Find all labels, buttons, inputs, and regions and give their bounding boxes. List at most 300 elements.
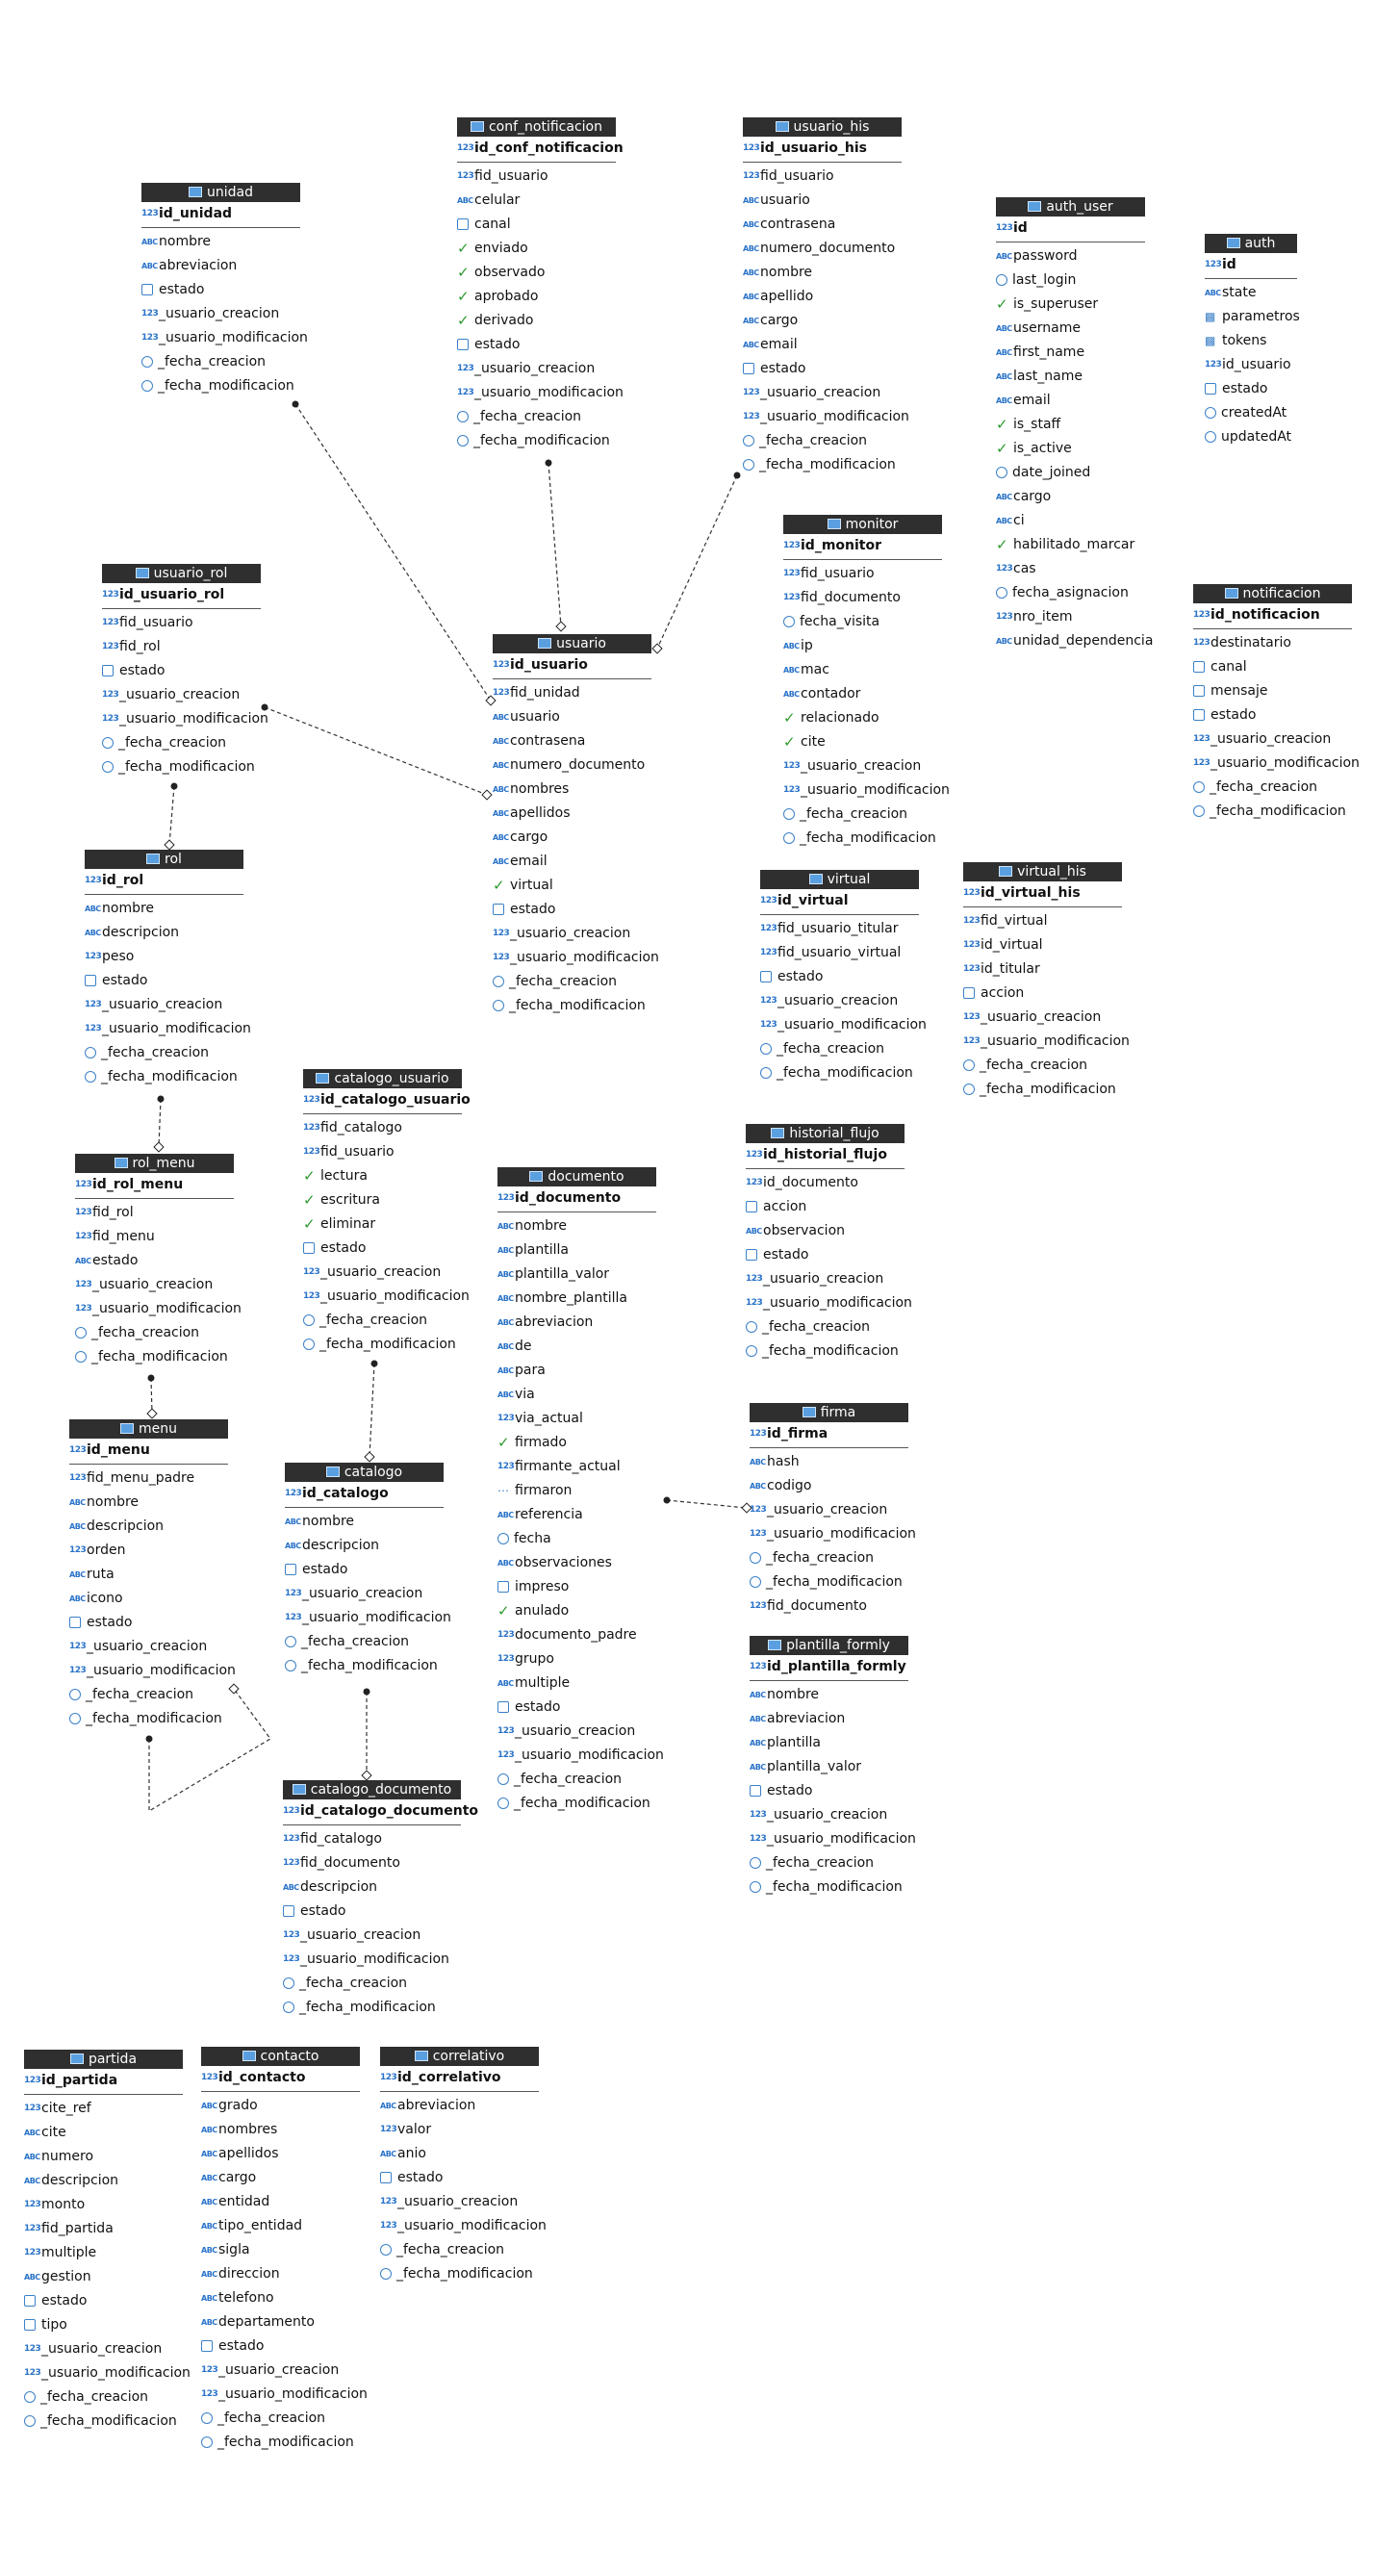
table-column[interactable] — [497, 1262, 656, 1287]
table-column[interactable] — [1193, 679, 1352, 703]
table-column[interactable] — [69, 1683, 228, 1707]
table-column[interactable] — [743, 237, 902, 261]
table-column[interactable] — [75, 1273, 234, 1297]
table-column[interactable] — [1193, 655, 1352, 679]
table-column[interactable] — [493, 681, 651, 705]
table-header[interactable] — [283, 1780, 461, 1799]
table-column[interactable] — [1193, 631, 1352, 655]
primary-key-column[interactable] — [24, 2069, 183, 2093]
table-column[interactable] — [963, 1006, 1122, 1030]
table-monitor[interactable] — [783, 515, 950, 851]
table-column[interactable] — [497, 1214, 656, 1238]
table-column[interactable] — [201, 2142, 360, 2166]
table-column[interactable] — [69, 1707, 228, 1731]
table-column[interactable] — [963, 933, 1122, 957]
table-column[interactable] — [24, 2337, 183, 2361]
table-plantilla-formly[interactable] — [750, 1636, 916, 1900]
table-column[interactable] — [996, 461, 1145, 485]
table-column[interactable] — [24, 2410, 183, 2434]
table-unidad[interactable] — [141, 183, 308, 398]
table-column[interactable] — [743, 333, 902, 357]
table-column[interactable] — [743, 189, 902, 213]
table-column[interactable] — [1193, 776, 1352, 800]
table-column[interactable] — [1205, 305, 1300, 329]
table-column[interactable] — [24, 2145, 183, 2169]
table-column[interactable] — [380, 2262, 539, 2286]
table-column[interactable] — [783, 610, 942, 634]
table-column[interactable] — [24, 2241, 183, 2265]
table-header[interactable] — [102, 564, 261, 583]
table-column[interactable] — [303, 1188, 462, 1212]
table-column[interactable] — [996, 557, 1145, 581]
table-column[interactable] — [201, 2383, 368, 2407]
table-column[interactable] — [996, 509, 1145, 533]
table-column[interactable] — [102, 659, 261, 683]
table-column[interactable] — [75, 1321, 234, 1345]
table-column[interactable] — [1193, 800, 1352, 824]
primary-key-column[interactable] — [963, 881, 1122, 905]
table-column[interactable] — [497, 1383, 656, 1407]
table-column[interactable] — [141, 326, 308, 350]
table-column[interactable] — [750, 1498, 908, 1522]
primary-key-column[interactable] — [750, 1655, 908, 1679]
table-column[interactable] — [493, 850, 651, 874]
table-column[interactable] — [497, 1696, 656, 1720]
primary-key-column[interactable] — [201, 2066, 360, 2090]
table-column[interactable] — [457, 261, 616, 285]
table-column[interactable] — [69, 1635, 228, 1659]
table-column[interactable] — [303, 1164, 462, 1188]
table-column[interactable] — [85, 1017, 251, 1041]
table-column[interactable] — [69, 1611, 228, 1635]
table-column[interactable] — [457, 333, 616, 357]
table-column[interactable] — [283, 1972, 461, 1996]
table-column[interactable] — [996, 317, 1145, 341]
table-column[interactable] — [380, 2166, 539, 2190]
table-column[interactable] — [750, 1851, 908, 1875]
table-column[interactable] — [783, 634, 942, 658]
table-column[interactable] — [743, 213, 902, 237]
table-column[interactable] — [457, 285, 616, 309]
table-column[interactable] — [963, 957, 1122, 982]
table-header[interactable] — [746, 1124, 905, 1143]
table-column[interactable] — [750, 1546, 908, 1570]
table-column[interactable] — [102, 707, 268, 731]
table-header[interactable] — [1205, 234, 1297, 253]
table-column[interactable] — [85, 921, 243, 945]
table-column[interactable] — [746, 1339, 905, 1364]
table-column[interactable] — [283, 1924, 461, 1948]
table-column[interactable] — [457, 381, 624, 405]
table-header[interactable] — [963, 862, 1122, 881]
table-column[interactable] — [760, 941, 919, 965]
table-column[interactable] — [1205, 281, 1297, 305]
table-rol[interactable] — [85, 850, 251, 1089]
table-header[interactable] — [743, 117, 902, 137]
table-usuario-his[interactable] — [743, 117, 909, 477]
table-contacto[interactable] — [201, 2047, 368, 2455]
table-column[interactable] — [24, 2265, 183, 2289]
table-column[interactable] — [141, 302, 300, 326]
table-column[interactable] — [303, 1212, 462, 1237]
primary-key-column[interactable] — [497, 1186, 656, 1211]
table-column[interactable] — [201, 2262, 360, 2286]
table-column[interactable] — [85, 897, 243, 921]
table-column[interactable] — [750, 1827, 916, 1851]
table-column[interactable] — [497, 1647, 656, 1671]
table-column[interactable] — [493, 994, 651, 1018]
table-column[interactable] — [996, 629, 1154, 653]
table-column[interactable] — [285, 1534, 444, 1558]
table-column[interactable] — [1193, 703, 1352, 727]
table-column[interactable] — [1193, 727, 1352, 752]
table-correlativo[interactable] — [380, 2047, 547, 2286]
table-column[interactable] — [746, 1219, 905, 1243]
table-column[interactable] — [497, 1599, 656, 1623]
table-column[interactable] — [457, 189, 616, 213]
table-column[interactable] — [963, 1078, 1122, 1102]
table-column[interactable] — [24, 2193, 183, 2217]
table-column[interactable] — [743, 453, 902, 477]
table-column[interactable] — [493, 970, 651, 994]
table-column[interactable] — [201, 2286, 360, 2310]
table-column[interactable] — [85, 1041, 243, 1065]
table-column[interactable] — [201, 2407, 360, 2431]
table-column[interactable] — [750, 1474, 908, 1498]
table-header[interactable] — [493, 634, 651, 653]
table-header[interactable] — [285, 1463, 444, 1482]
table-column[interactable] — [24, 2289, 183, 2313]
table-column[interactable] — [24, 2313, 183, 2337]
table-historial-flujo[interactable] — [746, 1124, 912, 1364]
table-column[interactable] — [201, 2431, 360, 2455]
table-header[interactable] — [85, 850, 243, 869]
table-column[interactable] — [457, 165, 616, 189]
table-column[interactable] — [783, 778, 950, 803]
table-column[interactable] — [493, 826, 651, 850]
table-column[interactable] — [201, 2359, 360, 2383]
table-column[interactable] — [283, 1851, 461, 1875]
table-column[interactable] — [963, 1030, 1130, 1054]
table-column[interactable] — [493, 874, 651, 898]
table-column[interactable] — [201, 2166, 360, 2190]
table-column[interactable] — [102, 611, 261, 635]
table-column[interactable] — [760, 1037, 919, 1061]
table-column[interactable] — [1205, 329, 1297, 353]
table-column[interactable] — [497, 1792, 656, 1816]
table-column[interactable] — [760, 989, 919, 1013]
table-column[interactable] — [963, 1054, 1122, 1078]
table-header[interactable] — [760, 870, 919, 889]
table-column[interactable] — [141, 350, 300, 374]
table-firma[interactable] — [750, 1403, 916, 1619]
table-column[interactable] — [493, 778, 651, 802]
table-header[interactable] — [24, 2050, 183, 2069]
table-column[interactable] — [497, 1287, 656, 1311]
table-column[interactable] — [493, 922, 651, 946]
table-column[interactable] — [996, 437, 1145, 461]
table-column[interactable] — [285, 1654, 444, 1678]
table-column[interactable] — [497, 1238, 656, 1262]
table-column[interactable] — [996, 389, 1145, 413]
table-column[interactable] — [493, 898, 651, 922]
table-rol-menu[interactable] — [75, 1154, 242, 1369]
primary-key-column[interactable] — [746, 1143, 905, 1167]
primary-key-column[interactable] — [85, 869, 243, 893]
table-column[interactable] — [497, 1768, 656, 1792]
table-column[interactable] — [783, 730, 942, 754]
table-column[interactable] — [497, 1455, 656, 1479]
table-column[interactable] — [303, 1285, 470, 1309]
table-column[interactable] — [996, 365, 1145, 389]
table-column[interactable] — [746, 1315, 905, 1339]
table-column[interactable] — [783, 706, 942, 730]
table-column[interactable] — [69, 1491, 228, 1515]
table-column[interactable] — [201, 2334, 360, 2359]
table-column[interactable] — [380, 2142, 539, 2166]
table-column[interactable] — [783, 682, 942, 706]
table-column[interactable] — [303, 1140, 462, 1164]
table-header[interactable] — [201, 2047, 360, 2066]
table-header[interactable] — [69, 1419, 228, 1439]
table-column[interactable] — [783, 658, 942, 682]
table-column[interactable] — [996, 413, 1145, 437]
table-usuario-rol[interactable] — [102, 564, 268, 779]
table-column[interactable] — [750, 1522, 916, 1546]
table-column[interactable] — [380, 2118, 539, 2142]
table-column[interactable] — [85, 993, 243, 1017]
table-header[interactable] — [996, 197, 1145, 217]
table-column[interactable] — [493, 946, 659, 970]
table-column[interactable] — [285, 1510, 444, 1534]
table-notificacion[interactable] — [1193, 584, 1360, 824]
table-column[interactable] — [743, 285, 902, 309]
table-column[interactable] — [743, 429, 902, 453]
table-header[interactable] — [380, 2047, 539, 2066]
table-column[interactable] — [493, 729, 651, 753]
table-column[interactable] — [457, 357, 616, 381]
table-column[interactable] — [69, 1515, 228, 1539]
table-column[interactable] — [996, 581, 1145, 605]
table-column[interactable] — [493, 753, 651, 778]
table-column[interactable] — [380, 2190, 539, 2214]
table-virtual[interactable] — [760, 870, 927, 1085]
table-column[interactable] — [760, 965, 919, 989]
primary-key-column[interactable] — [285, 1482, 444, 1506]
table-column[interactable] — [24, 2097, 183, 2121]
table-header[interactable] — [75, 1154, 234, 1173]
table-catalogo-usuario[interactable] — [303, 1069, 471, 1357]
table-column[interactable] — [24, 2385, 183, 2410]
table-column[interactable] — [746, 1267, 905, 1291]
table-column[interactable] — [760, 1061, 919, 1085]
table-column[interactable] — [750, 1803, 908, 1827]
table-column[interactable] — [743, 261, 902, 285]
table-column[interactable] — [201, 2214, 360, 2238]
table-header[interactable] — [1193, 584, 1352, 603]
table-column[interactable] — [24, 2169, 183, 2193]
table-column[interactable] — [750, 1779, 908, 1803]
table-column[interactable] — [746, 1195, 905, 1219]
table-column[interactable] — [1205, 401, 1297, 425]
table-column[interactable] — [24, 2121, 183, 2145]
table-header[interactable] — [141, 183, 300, 202]
table-column[interactable] — [457, 213, 616, 237]
table-column[interactable] — [303, 1309, 462, 1333]
primary-key-column[interactable] — [457, 137, 624, 161]
table-column[interactable] — [746, 1171, 905, 1195]
table-header[interactable] — [457, 117, 616, 137]
table-column[interactable] — [141, 230, 300, 254]
table-header[interactable] — [750, 1403, 908, 1422]
primary-key-column[interactable] — [102, 583, 261, 607]
table-column[interactable] — [1205, 377, 1297, 401]
table-column[interactable] — [497, 1431, 656, 1455]
table-column[interactable] — [760, 917, 919, 941]
primary-key-column[interactable] — [1205, 253, 1297, 277]
table-column[interactable] — [750, 1707, 908, 1731]
primary-key-column[interactable] — [283, 1799, 479, 1824]
table-column[interactable] — [285, 1582, 444, 1606]
table-column[interactable] — [201, 2190, 360, 2214]
table-column[interactable] — [303, 1237, 462, 1261]
table-auth-user[interactable] — [996, 197, 1154, 653]
table-column[interactable] — [743, 381, 902, 405]
table-column[interactable] — [750, 1683, 908, 1707]
table-column[interactable] — [1193, 752, 1360, 776]
table-column[interactable] — [283, 1875, 461, 1900]
table-column[interactable] — [285, 1558, 444, 1582]
table-column[interactable] — [497, 1503, 656, 1527]
table-column[interactable] — [283, 1996, 461, 2020]
primary-key-column[interactable] — [493, 653, 651, 677]
table-column[interactable] — [497, 1527, 656, 1551]
table-column[interactable] — [750, 1875, 908, 1900]
table-column[interactable] — [69, 1467, 228, 1491]
table-column[interactable] — [24, 2217, 183, 2241]
table-column[interactable] — [457, 405, 616, 429]
table-column[interactable] — [380, 2094, 539, 2118]
table-column[interactable] — [493, 802, 651, 826]
table-column[interactable] — [75, 1225, 234, 1249]
table-column[interactable] — [760, 1013, 927, 1037]
table-column[interactable] — [102, 683, 261, 707]
table-column[interactable] — [85, 969, 243, 993]
table-catalogo-documento[interactable] — [283, 1780, 479, 2020]
table-column[interactable] — [497, 1623, 656, 1647]
table-column[interactable] — [996, 341, 1145, 365]
table-column[interactable] — [743, 165, 902, 189]
primary-key-column[interactable] — [750, 1422, 908, 1446]
table-header[interactable] — [497, 1167, 656, 1186]
table-column[interactable] — [497, 1744, 664, 1768]
table-column[interactable] — [963, 982, 1122, 1006]
table-column[interactable] — [497, 1407, 656, 1431]
table-column[interactable] — [750, 1755, 908, 1779]
table-column[interactable] — [201, 2094, 360, 2118]
table-column[interactable] — [497, 1720, 656, 1744]
table-column[interactable] — [75, 1297, 242, 1321]
table-column[interactable] — [457, 237, 616, 261]
table-column[interactable] — [75, 1249, 234, 1273]
table-column[interactable] — [497, 1335, 656, 1359]
table-column[interactable] — [497, 1359, 656, 1383]
table-column[interactable] — [69, 1563, 228, 1587]
table-column[interactable] — [85, 1065, 243, 1089]
table-column[interactable] — [283, 1827, 461, 1851]
table-column[interactable] — [743, 357, 902, 381]
table-column[interactable] — [996, 268, 1145, 293]
table-column[interactable] — [743, 309, 902, 333]
table-column[interactable] — [497, 1551, 656, 1575]
table-column[interactable] — [141, 374, 300, 398]
table-column[interactable] — [750, 1570, 908, 1594]
table-column[interactable] — [75, 1345, 234, 1369]
table-column[interactable] — [996, 244, 1145, 268]
table-column[interactable] — [783, 754, 942, 778]
table-column[interactable] — [996, 485, 1145, 509]
table-column[interactable] — [783, 586, 942, 610]
table-documento[interactable] — [497, 1167, 664, 1816]
table-column[interactable] — [963, 909, 1122, 933]
table-column[interactable] — [285, 1606, 451, 1630]
table-column[interactable] — [75, 1201, 234, 1225]
table-column[interactable] — [996, 533, 1145, 557]
table-column[interactable] — [102, 635, 261, 659]
table-auth[interactable] — [1205, 234, 1300, 449]
primary-key-column[interactable] — [69, 1439, 228, 1463]
table-column[interactable] — [497, 1671, 656, 1696]
table-column[interactable] — [102, 731, 261, 755]
primary-key-column[interactable] — [303, 1088, 471, 1112]
primary-key-column[interactable] — [760, 889, 919, 913]
primary-key-column[interactable] — [380, 2066, 539, 2090]
table-column[interactable] — [201, 2118, 360, 2142]
table-column[interactable] — [69, 1659, 236, 1683]
table-column[interactable] — [783, 562, 942, 586]
table-column[interactable] — [1205, 425, 1297, 449]
primary-key-column[interactable] — [743, 137, 902, 161]
table-column[interactable] — [283, 1900, 461, 1924]
primary-key-column[interactable] — [783, 534, 942, 558]
table-usuario[interactable] — [493, 634, 659, 1018]
table-column[interactable] — [102, 755, 261, 779]
table-column[interactable] — [303, 1333, 462, 1357]
table-column[interactable] — [783, 827, 942, 851]
table-menu[interactable] — [69, 1419, 236, 1731]
table-header[interactable] — [783, 515, 942, 534]
table-column[interactable] — [743, 405, 909, 429]
table-column[interactable] — [303, 1261, 462, 1285]
table-column[interactable] — [85, 945, 243, 969]
table-column[interactable] — [493, 705, 651, 729]
table-conf-notificacion[interactable] — [457, 117, 624, 453]
table-column[interactable] — [497, 1311, 656, 1335]
table-column[interactable] — [380, 2214, 547, 2238]
table-column[interactable] — [69, 1587, 228, 1611]
table-column[interactable] — [141, 278, 300, 302]
primary-key-column[interactable] — [1193, 603, 1352, 627]
table-virtual-his[interactable] — [963, 862, 1130, 1102]
primary-key-column[interactable] — [996, 217, 1145, 241]
table-column[interactable] — [750, 1594, 908, 1619]
primary-key-column[interactable] — [141, 202, 300, 226]
table-column[interactable] — [996, 605, 1145, 629]
table-catalogo[interactable] — [285, 1463, 451, 1678]
table-column[interactable] — [303, 1116, 462, 1140]
table-column[interactable] — [380, 2238, 539, 2262]
table-column[interactable] — [69, 1539, 228, 1563]
